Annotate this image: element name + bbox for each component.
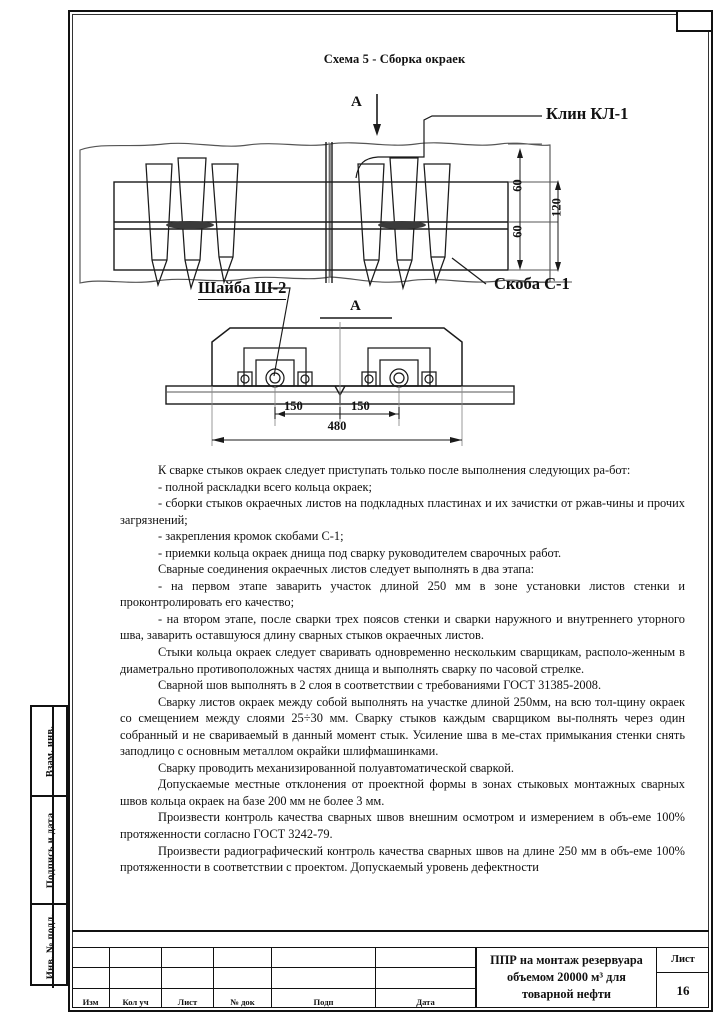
title-block-header-data: Дата: [416, 997, 435, 1007]
margin-cell-inv-nomer-podl: [32, 905, 70, 988]
title-block-revision-grid: [72, 947, 476, 1008]
body-paragraph: - полной раскладки всего кольца окраек;: [158, 479, 372, 494]
margin-cell-podpis-i-data: [32, 797, 70, 905]
drawing-bottom-section-a-a: [72, 274, 709, 454]
title-block-project-title: ППР на монтаж резервуара объемом 20000 м³ для товарной нефти: [476, 947, 656, 1008]
label-shayba-sh-2: Шайба Ш-2: [198, 278, 286, 300]
label-skoba-s-1: Скоба С-1: [494, 274, 570, 293]
dimension-480: 480: [327, 419, 347, 433]
body-paragraph: - на втором этапе, после сварки трех поясов стенки и сварки наружного и внутреннего уторного шва, заварить оставшуюся длину сварных стыков окраечных листов.: [120, 611, 685, 643]
title-block-col-nomer-dok: [214, 947, 272, 1008]
view-marker-a-bottom: A: [350, 298, 361, 314]
view-marker-a-top: A: [351, 94, 362, 110]
dimension-60-lower: 60: [510, 225, 525, 238]
body-paragraph: - приемки кольца окраек днища под сварку руководителем сварочных работ.: [158, 545, 562, 560]
title-block-header-kol-uch: Кол уч: [122, 997, 149, 1007]
body-paragraph: Сварной шов выполнять в 2 слоя в соответствии с требованиями ГОСТ 31385-2008.: [158, 678, 602, 693]
title-block-sheet-number: 16: [676, 982, 690, 998]
dimension-150-right: 150: [351, 399, 370, 413]
title-block: [72, 947, 709, 1008]
body-paragraph: Сварные соединения окраечных листов следует выполнять в два этапа:: [158, 562, 535, 577]
page-title: Схема 5 - Сборка окраек: [323, 52, 466, 66]
left-margin-strip: [30, 705, 68, 986]
sheet-content-area: [72, 14, 709, 1008]
dimension-150-left: 150: [284, 399, 303, 413]
dimension-60-upper: 60: [510, 179, 525, 192]
title-block-top-rule: [72, 930, 709, 932]
body-paragraph: - сборки стыков окраечных листов на подкладных пластинах и их зачистки от ржав-чины и прочих загрязнений;: [120, 496, 685, 527]
title-block-col-kol-uch: [110, 947, 162, 1008]
drawing-top-section-view: [72, 72, 709, 292]
body-text-block: [120, 462, 685, 876]
body-paragraph: Сварку листов окраек между собой выполнять на участке длиной 250мм, на всю тол-щину окраек со смещением между слоями 25÷30 мм. Сварку стыков каждым сварщиком вы-полнять через один собранный и не свариваемый в данный момент стык. Усиление шва в ме-стах примыкания стенки снять заподлицо с основным металлом окрайки шлифмашинками.: [120, 694, 685, 759]
label-klin-kl-1: Клин КЛ-1: [546, 104, 629, 123]
margin-label-podpis-i-data: Подпись и дата: [45, 812, 57, 888]
title-block-col-podp: [272, 947, 376, 1008]
body-paragraph: - закрепления кромок скобами С-1;: [158, 529, 344, 544]
body-paragraph: Стыки кольца окраек следует сваривать одновременно нескольким сварщикам, располо-женным в диаметрально противоположных частях днища и выполнять сварку по часовой стрелке.: [120, 645, 685, 676]
title-block-col-izm: [72, 947, 110, 1008]
body-paragraph: Допускаемые местные отклонения от проектной формы в зонах стыковых монтажных сварных швов кольца окраек на базе 200 мм не более 3 мм.: [120, 777, 685, 808]
margin-cell-vzam-inv: [32, 707, 70, 797]
body-paragraph: Сварку проводить механизированной полуавтоматической сваркой.: [158, 760, 514, 775]
title-block-header-podp: Подп: [313, 997, 334, 1007]
title-block-col-list: [162, 947, 214, 1008]
body-paragraph: Произвести контроль качества сварных швов внешним осмотром и измерением в объ-еме 100% протяженности согласно ГОСТ 3242-79.: [120, 810, 685, 842]
title-block-header-nomer-dok: № док: [230, 997, 255, 1007]
title-block-header-list: Лист: [177, 997, 198, 1007]
title-block-sheet-cell: [656, 947, 709, 1008]
body-paragraph: Произвести радиографический контроль качества сварных швов на длине 250 мм в объ-еме 100% протяженности в соответствии с проектом. Допускаемый уровень дефектности: [120, 843, 685, 875]
margin-label-vzam-inv: Взам. инв.: [45, 725, 57, 777]
margin-label-inv-nomer-podl: Инв. № подл.: [45, 913, 57, 980]
title-block-header-izm: Изм: [82, 997, 99, 1007]
title-block-sheet-caption: Лист: [657, 947, 709, 973]
dimension-120: 120: [549, 198, 564, 217]
title-block-col-data: [376, 947, 476, 1008]
body-paragraph: - на первом этапе заварить участок длиной 250 мм в зоне установки листов стенки и проконтролировать его качество;: [120, 578, 685, 610]
body-paragraph: К сварке стыков окраек следует приступать только после выполнения следующих ра-бот:: [158, 463, 631, 477]
